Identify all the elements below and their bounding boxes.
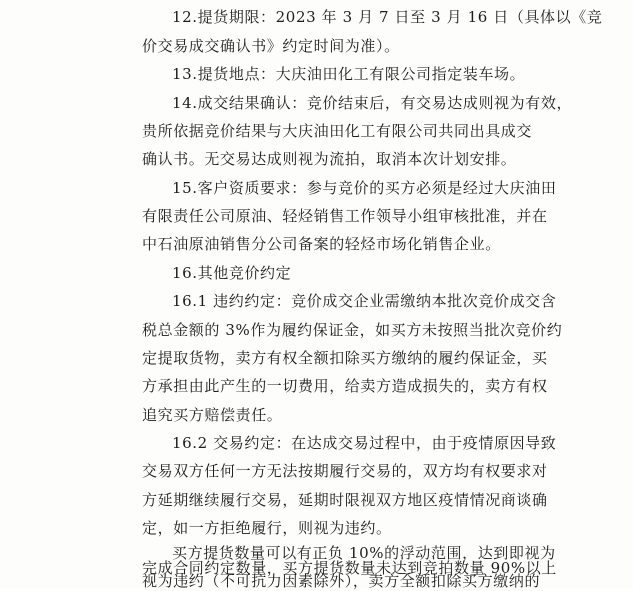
text-line: 追究买方赔偿责任。 — [142, 406, 283, 424]
text-line: 定提取货物，卖方有权全额扣除买方缴纳的履约保证金，买 — [142, 349, 548, 367]
text-line: 确认书。无交易达成则视为流拍，取消本次计划安排。 — [142, 150, 517, 168]
text-line: 方承担由此产生的一切费用，给卖方造成损失的，卖方有权 — [142, 377, 548, 395]
text-line: 视为违约（不可抗力因素除外），卖方全额扣除买方缴纳的 — [142, 572, 541, 590]
text-line: 税总金额的 3%作为履约保证金，如买方未按照当批次竞价约 — [142, 321, 563, 339]
text-line: 13.提货地点：大庆油田化工有限公司指定装车场。 — [172, 65, 526, 83]
text-line: 交易双方任何一方无法按期履行交易的，双方均有权要求对 — [142, 462, 548, 480]
text-line: 中石油原油销售分公司备案的轻烃市场化销售企业。 — [142, 235, 501, 253]
text-line: 有限责任公司原油、轻烃销售工作领导小组审核批准，并在 — [142, 207, 548, 225]
text-line: 12.提货期限：2023 年 3 月 7 日至 3 月 16 日（具体以《竞 — [172, 8, 603, 26]
text-line: 买方提货数量可以有正负 10%的浮动范围，达到即视为 — [172, 544, 556, 562]
text-line: 价交易成交确认书》约定时间为准）。 — [142, 37, 400, 55]
text-line: 15.客户资质要求：参与竞价的买方必须是经过大庆油田 — [172, 179, 557, 197]
text-line: 贵所依据竞价结果与大庆油田化工有限公司共同出具成交 — [142, 122, 533, 140]
text-line: 完成合同约定数量，买方提货数量未达到竞拍数量 90%以上 — [142, 559, 557, 577]
section-heading: 16.其他竞价约定 — [172, 264, 292, 282]
text-line: 定，如一方拒绝履行，则视为违约。 — [142, 519, 392, 537]
text-line: 16.1 违约约定：竞价成交企业需缴纳本批次竞价成交含 — [172, 292, 557, 310]
text-line: 方延期继续履行交易，延期时限视双方地区疫情情况商谈确 — [142, 491, 548, 509]
text-line: 16.2 交易约定：在达成交易过程中，由于疫情原因导致 — [172, 434, 557, 452]
text-line: 14.成交结果确认：竞价结束后，有交易达成则视为有效， — [172, 94, 573, 112]
